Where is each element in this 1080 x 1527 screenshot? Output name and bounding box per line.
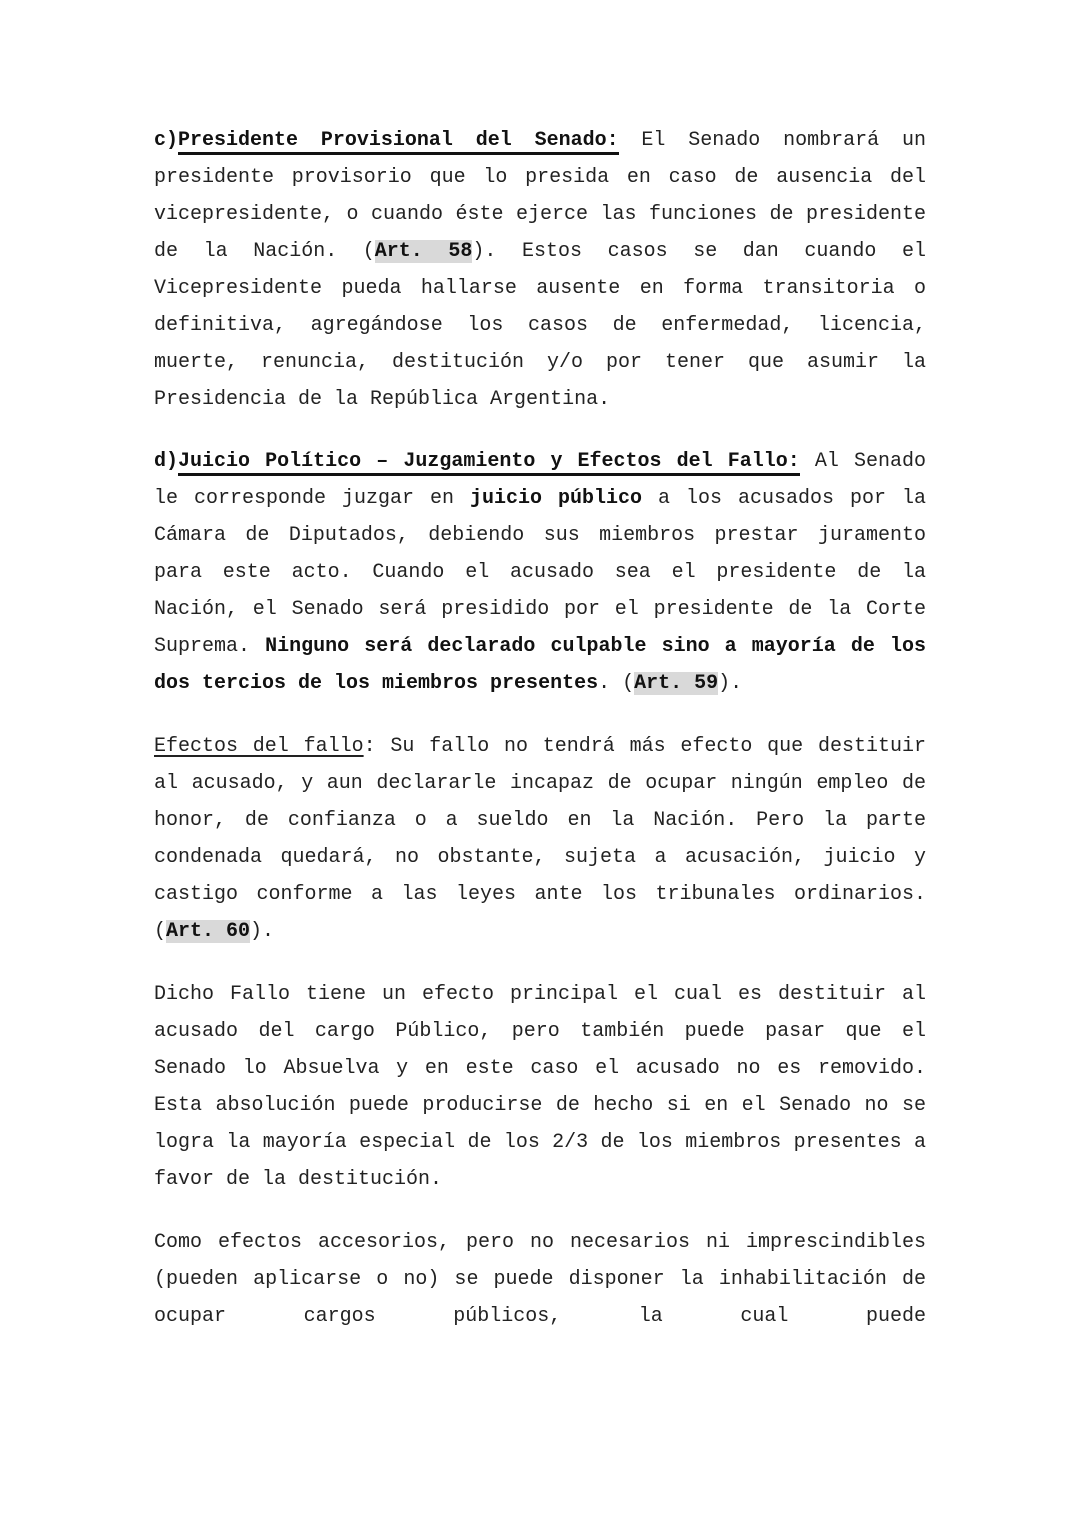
juicio-publico-bold: juicio público (470, 487, 643, 510)
section-d-text-2: a los acusados por la Cámara de Diputados, debiendo sus miembros prestar juramento para este acto. Cuando el acusado sea el presidente de la Nación, el Senado será presidido por el presidente de la Corte Suprema. (154, 487, 926, 658)
section-c-text-1: El Senado nombrará un presidente provisorio que lo presida en caso de ausencia del vicepresidente, o cuando éste ejerce las funciones de presidente de la Nación. ( (154, 129, 926, 263)
section-c-heading: Presidente Provisional del Senado: (178, 129, 619, 155)
accesorios-paragraph: Como efectos accesorios, pero no necesarios ni imprescindibles (pueden aplicarse o no) se puede disponer la inhabilitación de ocupar cargos públicos, la cual puede (154, 1231, 926, 1328)
document-page (154, 122, 926, 1335)
article-58-reference: Art. 58 (374, 240, 473, 263)
section-d-label: d) (154, 450, 179, 473)
section-c-label: c) (154, 129, 179, 152)
section-d-text-4: ). (718, 672, 743, 695)
section-d-text-1: Al Senado le corresponde juzgar en (154, 450, 926, 510)
article-60-reference: Art. 60 (166, 920, 251, 943)
section-d-text-3: . ( (598, 672, 635, 695)
article-59-reference: Art. 59 (634, 672, 719, 695)
efectos-text-1: : Su fallo no tendrá más efecto que destituir al acusado, y aun declararle incapaz de ocupar ningún empleo de honor, de confianza o a sueldo en la Nación. Pero la parte condenada quedará, no obstante, sujeta a acusación, juicio y castigo conforme a las leyes ante los tribunales ordinarios. ( (154, 735, 926, 943)
efectos-paragraph (154, 728, 926, 950)
section-d-heading: Juicio Político – Juzgamiento y Efectos del Fallo: (178, 450, 800, 476)
section-d-paragraph (154, 443, 926, 702)
section-c-paragraph (154, 122, 926, 418)
dos-tercios-bold: Ninguno será declarado culpable sino a mayoría de los dos tercios de los miembros presentes (154, 635, 926, 695)
efectos-label: Efectos del fallo (154, 735, 364, 758)
dicho-fallo-paragraph: Dicho Fallo tiene un efecto principal el cual es destituir al acusado del cargo Público, pero también puede pasar que el Senado lo Absuelva y en este caso el acusado no es removido. Esta absolución puede producirse de hecho si en el Senado no se logra la mayoría especial de los 2/3 de los miembros presentes a favor de la destitución. (154, 983, 926, 1191)
efectos-text-2: ). (250, 920, 275, 943)
section-c-text-2: ). Estos casos se dan cuando el Vicepresidente pueda hallarse ausente en forma transitoria o definitiva, agregándose los casos de enfermedad, licencia, muerte, renuncia, destitución y/o por tener que asumir la Presidencia de la República Argentina. (154, 240, 927, 411)
